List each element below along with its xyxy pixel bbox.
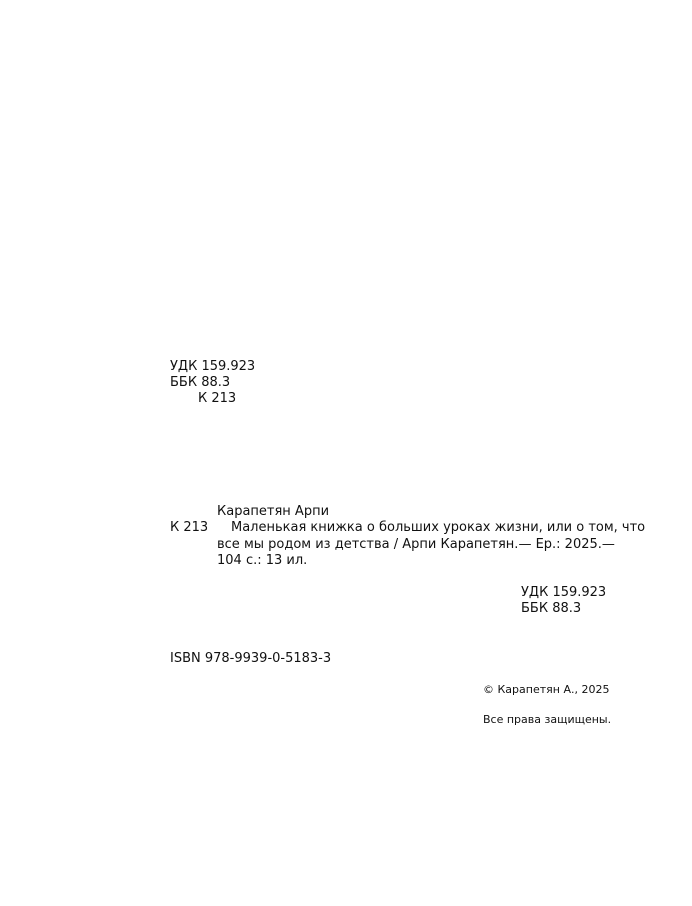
record-author-mark: К 213	[170, 520, 209, 535]
top-index-author-mark: К 213	[198, 391, 237, 406]
top-index-bbk: ББК 88.3	[170, 375, 231, 390]
record-title-line-3: 104 с.: 13 ил.	[217, 553, 308, 568]
rights-reserved: Все права защищены.	[483, 713, 612, 726]
record-title-line-2: все мы родом из детства / Арпи Карапетян.— Ер.: 2025.—	[217, 537, 615, 552]
isbn: ISBN 978-9939-0-5183-3	[170, 651, 332, 666]
record-title-line-1: Маленькая книжка о больших уроках жизни, или о том, что	[231, 520, 646, 535]
top-index-udk: УДК 159.923	[170, 359, 256, 374]
record-author: Карапетян Арпи	[217, 504, 330, 519]
bottom-index-bbk: ББК 88.3	[521, 601, 582, 616]
copyright: © Карапетян А., 2025	[483, 683, 610, 696]
bottom-index-udk: УДК 159.923	[521, 585, 607, 600]
